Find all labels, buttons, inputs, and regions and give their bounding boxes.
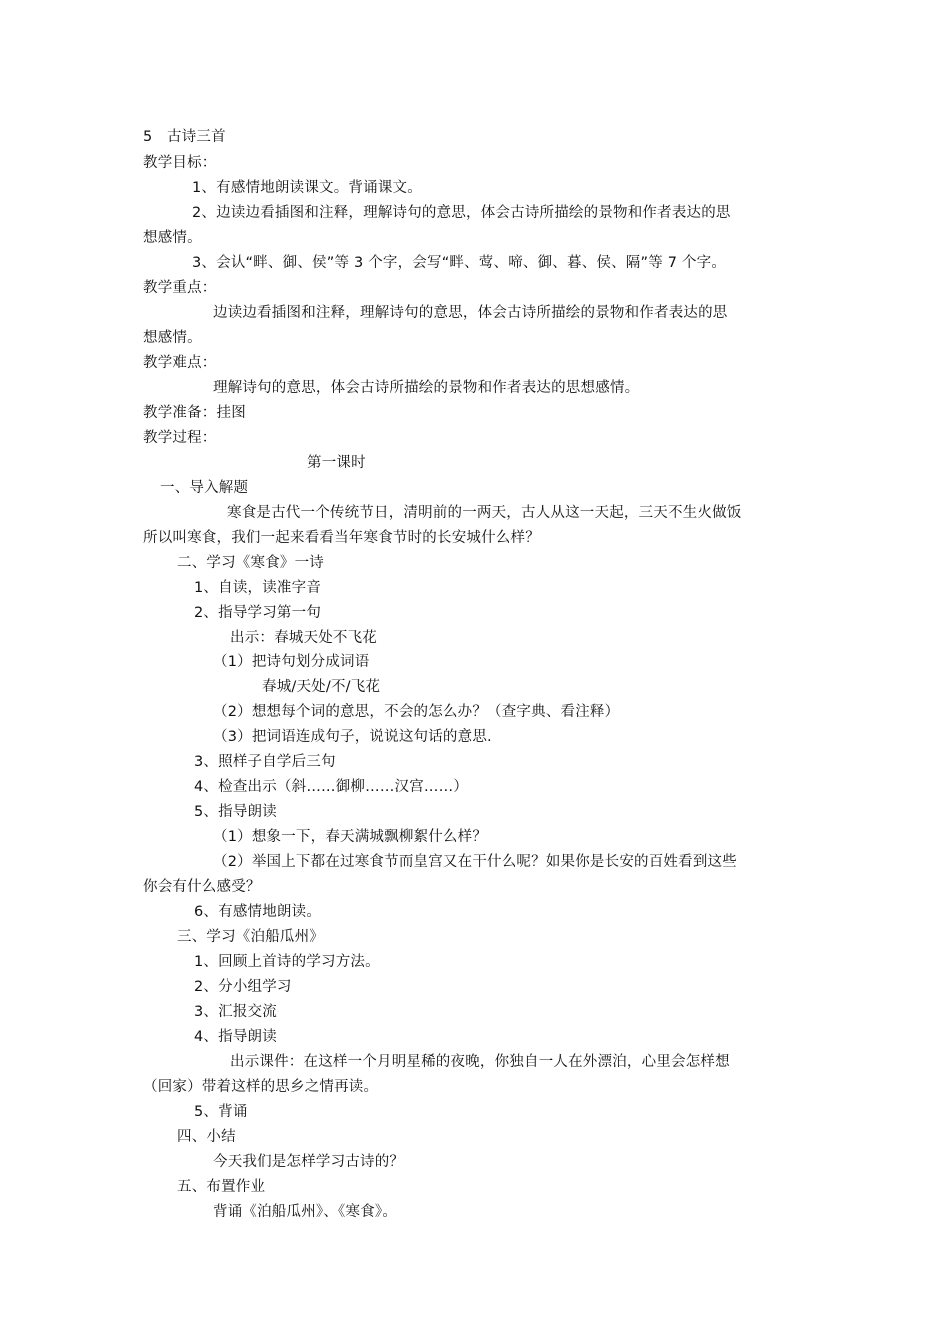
section-2-item-5-sub-2-line-2: 你会有什么感受？ bbox=[143, 879, 261, 895]
section-2-item-5-sub-1: （1）想象一下，春天满城飘柳絮什么样？ bbox=[213, 829, 488, 845]
goals-label: 教学目标： bbox=[143, 155, 217, 171]
difficulty-label: 教学难点： bbox=[143, 355, 217, 371]
section-3-item-4: 4、指导朗读 bbox=[194, 1029, 277, 1045]
section-2-item-2: 2、指导学习第一句 bbox=[194, 605, 322, 621]
section-3-item-2: 2、分小组学习 bbox=[194, 979, 292, 995]
section-2-show: 出示：春城天处不飞花 bbox=[230, 630, 377, 646]
section-2-item-5-sub-2-line-1: （2）举国上下都在过寒食节而皇宫又在干什么呢？如果你是长安的百姓看到这些 bbox=[213, 854, 737, 870]
preparation: 教学准备：挂图 bbox=[143, 405, 246, 421]
section-3-show-line-2: （回家）带着这样的思乡之情再读。 bbox=[143, 1079, 379, 1095]
key-points-label: 教学重点： bbox=[143, 280, 217, 296]
goal-2-line-1: 2、边读边看插图和注释，理解诗句的意思，体会古诗所描绘的景物和作者表达的思 bbox=[192, 205, 731, 221]
section-2-item-3: 3、照样子自学后三句 bbox=[194, 754, 336, 770]
page-title bbox=[143, 127, 226, 147]
section-5-text: 背诵《泊船瓜州》、《寒食》。 bbox=[213, 1204, 398, 1220]
section-1-line-1: 寒食是古代一个传统节日，清明前的一两天，古人从这一天起，三天不生火做饭 bbox=[227, 505, 742, 521]
section-1-heading: 一、导入解题 bbox=[160, 480, 249, 496]
key-points-line-2: 想感情。 bbox=[143, 330, 202, 346]
goal-1: 1、有感情地朗读课文。背诵课文。 bbox=[192, 180, 422, 196]
process-label: 教学过程： bbox=[143, 430, 217, 446]
section-1-line-2: 所以叫寒食，我们一起来看看当年寒食节时的长安城什么样？ bbox=[143, 530, 540, 546]
section-2-item-6: 6、有感情地朗读。 bbox=[194, 904, 322, 920]
title-text: 古诗三首 bbox=[167, 129, 226, 145]
section-2-step-1: （1）把诗句划分成词语 bbox=[213, 654, 370, 670]
section-3-item-3: 3、汇报交流 bbox=[194, 1004, 277, 1020]
section-3-item-1: 1、回顾上首诗的学习方法。 bbox=[194, 954, 380, 970]
section-2-heading: 二、学习《寒食》一诗 bbox=[177, 555, 324, 571]
section-2-step-3: （3）把词语连成句子，说说这句话的意思. bbox=[213, 729, 492, 745]
section-3-show-line-1: 出示课件：在这样一个月明星稀的夜晚，你独自一人在外漂泊，心里会怎样想 bbox=[230, 1054, 730, 1070]
key-points-line-1: 边读边看插图和注释，理解诗句的意思，体会古诗所描绘的景物和作者表达的思 bbox=[213, 305, 728, 321]
section-2-step-2: （2）想想每个词的意思，不会的怎么办？（查字典、看注释） bbox=[213, 704, 620, 720]
section-3-heading: 三、学习《泊船瓜州》 bbox=[177, 929, 324, 945]
section-4-heading: 四、小结 bbox=[177, 1129, 236, 1145]
section-2-item-5: 5、指导朗读 bbox=[194, 804, 277, 820]
section-5-heading: 五、布置作业 bbox=[177, 1179, 266, 1195]
lesson-heading: 第一课时 bbox=[307, 455, 366, 471]
section-4-text: 今天我们是怎样学习古诗的？ bbox=[213, 1154, 405, 1170]
difficulty-text: 理解诗句的意思，体会古诗所描绘的景物和作者表达的思想感情。 bbox=[213, 380, 640, 396]
section-2-item-1: 1、自读，读准字音 bbox=[194, 580, 322, 596]
section-2-item-4: 4、检查出示（斜……御柳……汉宫……） bbox=[194, 779, 469, 795]
title-number: 5 bbox=[143, 129, 153, 145]
goal-2-line-2: 想感情。 bbox=[143, 230, 202, 246]
section-2-split: 春城/天处/不/飞花 bbox=[262, 679, 381, 695]
goal-3: 3、会认“畔、御、侯”等 3 个字，会写“畔、莺、啼、御、暮、侯、隔”等 7 个字。 bbox=[192, 255, 727, 271]
section-3-item-5: 5、背诵 bbox=[194, 1104, 248, 1120]
